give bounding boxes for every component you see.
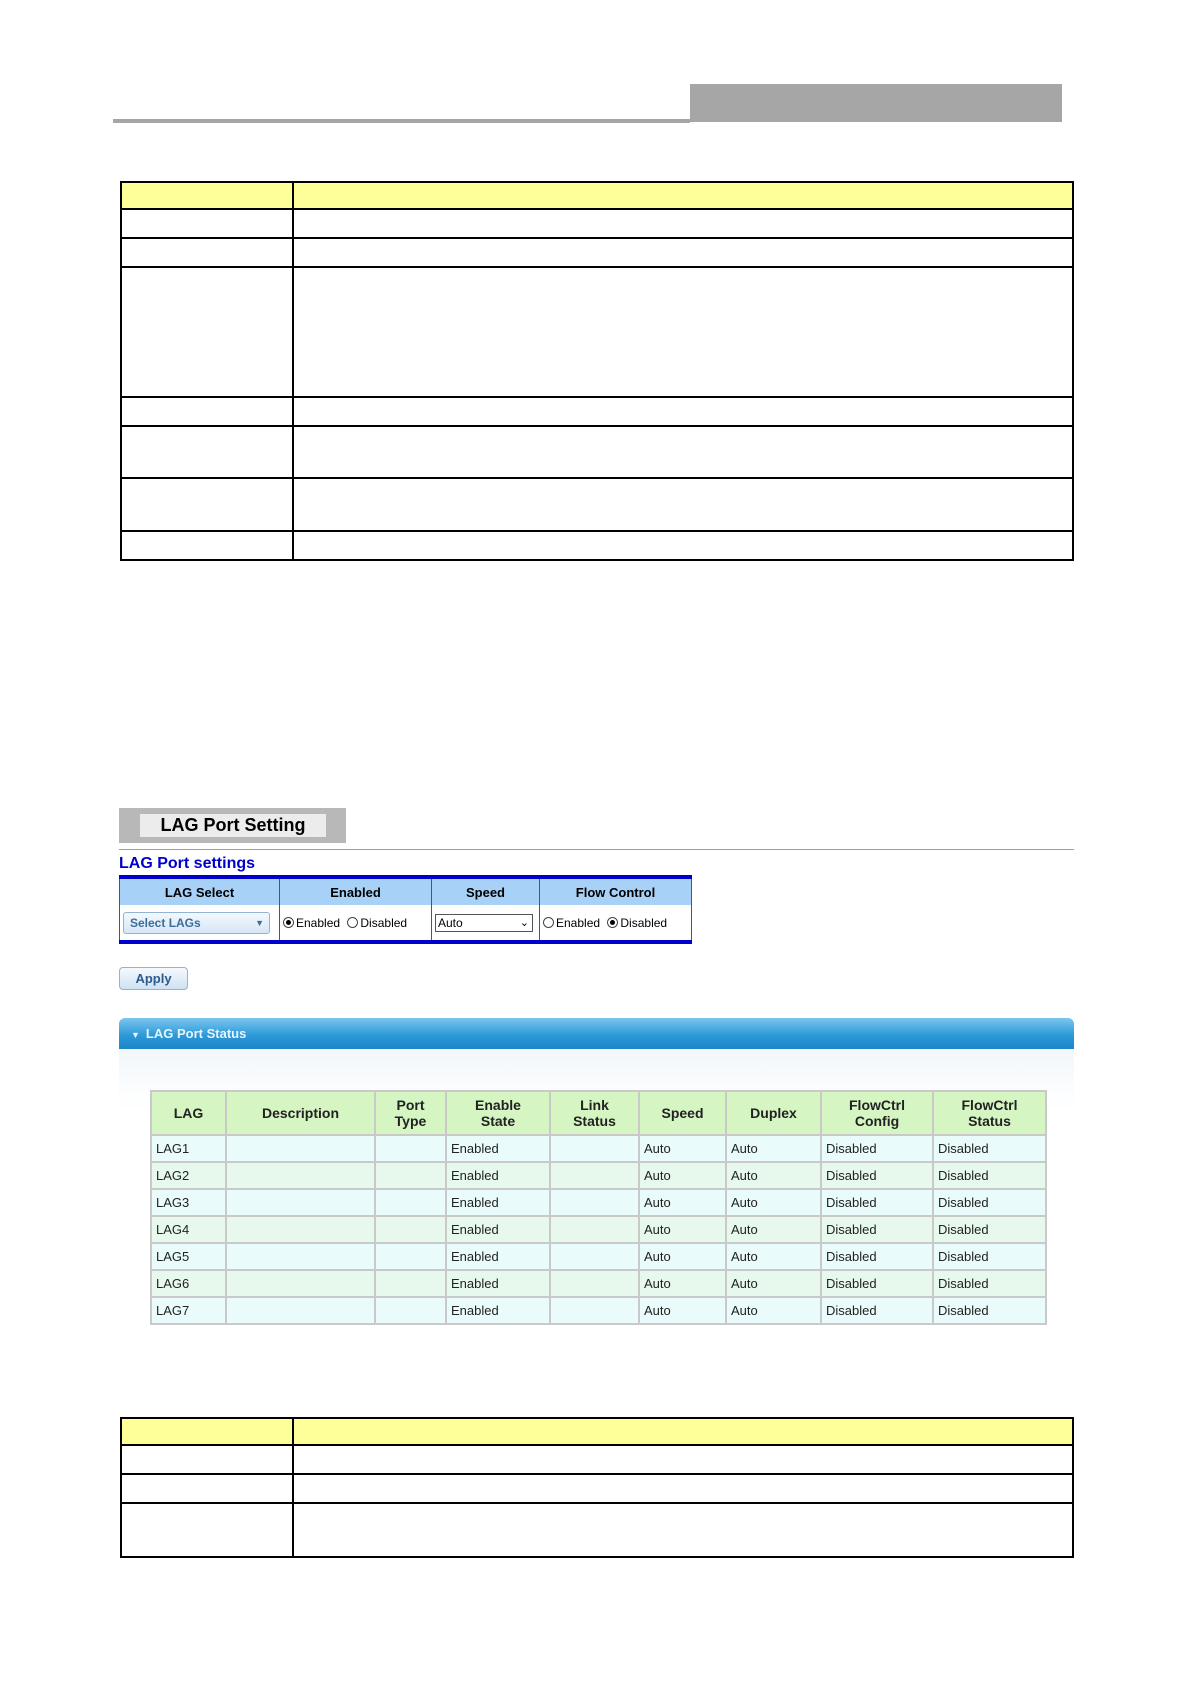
table-cell: LAG2 xyxy=(151,1162,226,1189)
table-cell xyxy=(293,478,1073,531)
table-cell: LAG7 xyxy=(151,1297,226,1324)
table-cell xyxy=(550,1135,639,1162)
header-cell xyxy=(293,182,1073,209)
table-cell: Auto xyxy=(726,1270,821,1297)
table-cell: Disabled xyxy=(821,1270,933,1297)
table-cell: Auto xyxy=(639,1270,726,1297)
header-cell xyxy=(293,1418,1073,1445)
table-cell xyxy=(226,1189,375,1216)
speed-value: Auto xyxy=(438,915,463,930)
speed-select[interactable] xyxy=(435,914,533,932)
table-cell xyxy=(226,1216,375,1243)
table-cell xyxy=(293,397,1073,426)
table-cell: Auto xyxy=(639,1189,726,1216)
table-cell xyxy=(375,1189,446,1216)
radio-label: Disabled xyxy=(360,915,408,930)
table-cell: Auto xyxy=(726,1297,821,1324)
page-title-box xyxy=(119,808,346,843)
radio-selected-icon xyxy=(283,917,294,928)
table-cell: Enabled xyxy=(446,1243,550,1270)
table-cell xyxy=(293,1445,1073,1474)
lag-select-dropdown[interactable] xyxy=(123,912,270,934)
table-cell: LAG6 xyxy=(151,1270,226,1297)
parameter-table-top xyxy=(120,181,1074,561)
column-header: Port Type xyxy=(375,1091,446,1135)
lag-port-status-table xyxy=(150,1090,1047,1325)
table-cell xyxy=(121,1503,293,1557)
table-cell: Disabled xyxy=(821,1243,933,1270)
table-cell xyxy=(226,1243,375,1270)
table-cell xyxy=(226,1297,375,1324)
table-cell xyxy=(550,1297,639,1324)
table-cell: LAG1 xyxy=(151,1135,226,1162)
table-cell xyxy=(121,267,293,397)
table-cell xyxy=(550,1162,639,1189)
column-header: Flow Control xyxy=(540,877,692,905)
header-rule xyxy=(113,119,690,123)
table-cell: Enabled xyxy=(446,1216,550,1243)
collapse-arrow-icon: ▼ xyxy=(131,1030,140,1040)
radio-label: Enabled xyxy=(556,915,601,930)
table-cell: Disabled xyxy=(821,1135,933,1162)
table-cell: Auto xyxy=(726,1216,821,1243)
column-header: Speed xyxy=(432,877,540,905)
table-cell xyxy=(121,478,293,531)
table-cell: Auto xyxy=(726,1135,821,1162)
table-cell xyxy=(121,209,293,238)
table-cell xyxy=(375,1297,446,1324)
parameter-table-bottom xyxy=(120,1417,1074,1558)
table-cell: Enabled xyxy=(446,1162,550,1189)
radio-unselected-icon xyxy=(347,917,358,928)
table-cell xyxy=(375,1270,446,1297)
table-cell xyxy=(121,397,293,426)
table-cell: Enabled xyxy=(446,1297,550,1324)
page-title: LAG Port Setting xyxy=(140,814,326,837)
table-cell: Disabled xyxy=(933,1243,1046,1270)
table-cell xyxy=(550,1270,639,1297)
table-cell xyxy=(375,1135,446,1162)
table-cell: Disabled xyxy=(933,1135,1046,1162)
header-box xyxy=(690,84,1062,122)
panel-title: LAG Port Status xyxy=(145,1026,247,1041)
table-cell xyxy=(226,1135,375,1162)
table-cell: Disabled xyxy=(821,1162,933,1189)
table-row xyxy=(151,1162,1046,1189)
column-header: LAG Select xyxy=(120,877,280,905)
table-cell xyxy=(293,426,1073,478)
table-cell: LAG4 xyxy=(151,1216,226,1243)
table-cell xyxy=(375,1216,446,1243)
table-row xyxy=(151,1135,1046,1162)
table-cell: Auto xyxy=(639,1297,726,1324)
flow-control-radio-off[interactable] xyxy=(607,916,667,930)
radio-label: Enabled xyxy=(296,915,341,930)
table-cell xyxy=(226,1270,375,1297)
table-cell: LAG3 xyxy=(151,1189,226,1216)
table-row xyxy=(151,1243,1046,1270)
apply-button[interactable]: Apply xyxy=(119,967,188,990)
lag-port-status-panel xyxy=(119,1018,1074,1318)
table-cell xyxy=(375,1162,446,1189)
table-cell xyxy=(121,238,293,267)
table-cell: LAG5 xyxy=(151,1243,226,1270)
table-cell xyxy=(550,1189,639,1216)
table-cell: Disabled xyxy=(933,1270,1046,1297)
radio-unselected-icon xyxy=(543,917,554,928)
lag-port-status-header[interactable] xyxy=(119,1018,1074,1049)
column-header: Duplex xyxy=(726,1091,821,1135)
table-cell xyxy=(293,1474,1073,1503)
table-cell xyxy=(121,1445,293,1474)
table-cell: Disabled xyxy=(933,1189,1046,1216)
table-cell xyxy=(375,1243,446,1270)
radio-label: Disabled xyxy=(620,915,668,930)
column-header: Link Status xyxy=(550,1091,639,1135)
lag-select-placeholder: Select LAGs xyxy=(130,915,201,930)
table-row xyxy=(151,1189,1046,1216)
table-row xyxy=(151,1216,1046,1243)
table-cell: Enabled xyxy=(446,1270,550,1297)
table-cell xyxy=(293,1503,1073,1557)
lag-port-settings-table xyxy=(119,875,692,944)
column-header: Enable State xyxy=(446,1091,550,1135)
table-cell: Auto xyxy=(639,1243,726,1270)
column-header: LAG xyxy=(151,1091,226,1135)
column-header: FlowCtrl Status xyxy=(933,1091,1046,1135)
table-cell: Auto xyxy=(726,1162,821,1189)
radio-selected-icon xyxy=(607,917,618,928)
table-cell: Enabled xyxy=(446,1189,550,1216)
table-cell: Disabled xyxy=(821,1189,933,1216)
table-cell xyxy=(121,426,293,478)
table-cell xyxy=(293,267,1073,397)
table-cell: Disabled xyxy=(933,1297,1046,1324)
column-header: Description xyxy=(226,1091,375,1135)
table-cell: Auto xyxy=(639,1162,726,1189)
column-header: Enabled xyxy=(280,877,432,905)
table-cell xyxy=(293,209,1073,238)
column-header: FlowCtrl Config xyxy=(821,1091,933,1135)
table-cell: Disabled xyxy=(821,1297,933,1324)
table-cell: Auto xyxy=(726,1243,821,1270)
table-row xyxy=(151,1270,1046,1297)
table-cell: Auto xyxy=(726,1189,821,1216)
table-cell: Auto xyxy=(639,1216,726,1243)
section-label: LAG Port settings xyxy=(119,855,256,872)
table-cell xyxy=(121,531,293,560)
table-cell xyxy=(121,1474,293,1503)
table-cell xyxy=(293,531,1073,560)
table-cell xyxy=(550,1216,639,1243)
column-header: Speed xyxy=(639,1091,726,1135)
table-cell: Disabled xyxy=(933,1162,1046,1189)
dropdown-arrow-icon: ▼ xyxy=(255,917,264,928)
table-cell xyxy=(293,238,1073,267)
table-cell: Enabled xyxy=(446,1135,550,1162)
table-cell xyxy=(550,1243,639,1270)
table-row xyxy=(151,1297,1046,1324)
table-cell: Auto xyxy=(639,1135,726,1162)
header-cell xyxy=(121,1418,293,1445)
table-cell: Disabled xyxy=(933,1216,1046,1243)
enabled-radio-on[interactable] xyxy=(283,916,340,930)
header-cell xyxy=(121,182,293,209)
enabled-radio-off[interactable] xyxy=(347,916,407,930)
chevron-down-icon: ⌄ xyxy=(519,916,529,929)
table-cell xyxy=(226,1162,375,1189)
title-divider xyxy=(119,849,1074,850)
flow-control-radio-on[interactable] xyxy=(543,916,600,930)
table-cell: Disabled xyxy=(821,1216,933,1243)
